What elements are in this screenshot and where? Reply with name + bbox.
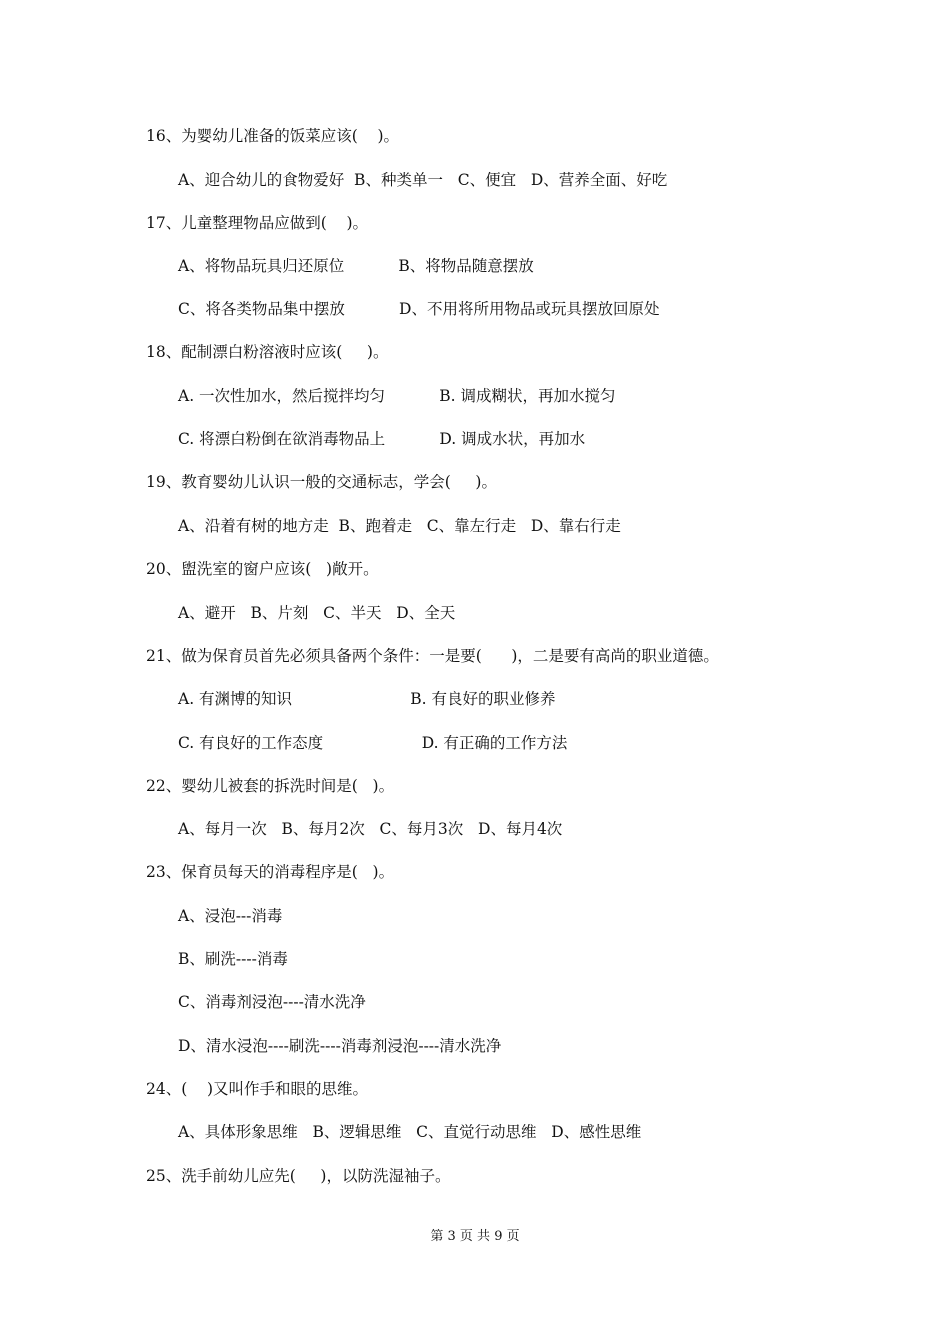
question-25: 25、洗手前幼儿应先( )，以防洗湿袖子。	[146, 1167, 451, 1185]
question-23: 23、保育员每天的消毒程序是( )。	[146, 863, 395, 881]
question-21: 21、做为保育员首先必须具备两个条件：一是要( )，二是要有高尚的职业道德。	[146, 647, 719, 665]
question-20: 20、盥洗室的窗户应该( )敞开。	[146, 560, 379, 578]
question-18: 18、配制漂白粉溶液时应该( )。	[146, 343, 389, 361]
question-17: 17、儿童整理物品应做到( )。	[146, 214, 369, 232]
question-24: 24、( )又叫作手和眼的思维。	[146, 1080, 369, 1098]
page-number: 第 3 页 共 9 页	[430, 1229, 520, 1244]
options-22: A、每月一次 B、每月2次 C、每月3次 D、每月4次	[178, 820, 563, 838]
question-16: 16、为婴幼儿准备的饭菜应该( )。	[146, 127, 400, 145]
options-18-row-2: C. 将漂白粉倒在欲消毒物品上 D. 调成水状，再加水	[178, 430, 586, 448]
option-23-a: A、浸泡---消毒	[178, 907, 283, 925]
options-17-row-2: C、将各类物品集中摆放 D、不用将所用物品或玩具摆放回原处	[178, 300, 660, 318]
options-20: A、避开 B、片刻 C、半天 D、全天	[178, 604, 456, 622]
options-19: A、沿着有树的地方走 B、跑着走 C、靠左行走 D、靠右行走	[178, 517, 621, 535]
options-18-row-1: A. 一次性加水，然后搅拌均匀 B. 调成糊状，再加水搅匀	[178, 387, 616, 405]
option-23-b: B、刷洗----消毒	[178, 950, 288, 968]
option-23-c: C、消毒剂浸泡----清水洗净	[178, 993, 366, 1011]
option-23-d: D、清水浸泡----刷洗----消毒剂浸泡----清水洗净	[178, 1037, 502, 1055]
options-21-row-2: C. 有良好的工作态度 D. 有正确的工作方法	[178, 734, 568, 752]
options-24: A、具体形象思维 B、逻辑思维 C、直觉行动思维 D、感性思维	[178, 1123, 642, 1141]
options-16: A、迎合幼儿的食物爱好 B、种类单一 C、便宜 D、营养全面、好吃	[178, 171, 668, 189]
question-22: 22、婴幼儿被套的拆洗时间是( )。	[146, 777, 395, 795]
options-21-row-1: A. 有渊博的知识 B. 有良好的职业修养	[178, 690, 556, 708]
options-17-row-1: A、将物品玩具归还原位 B、将物品随意摆放	[178, 257, 534, 275]
page-footer	[0, 1229, 950, 1245]
question-19: 19、教育婴幼儿认识一般的交通标志，学会( )。	[146, 473, 497, 491]
